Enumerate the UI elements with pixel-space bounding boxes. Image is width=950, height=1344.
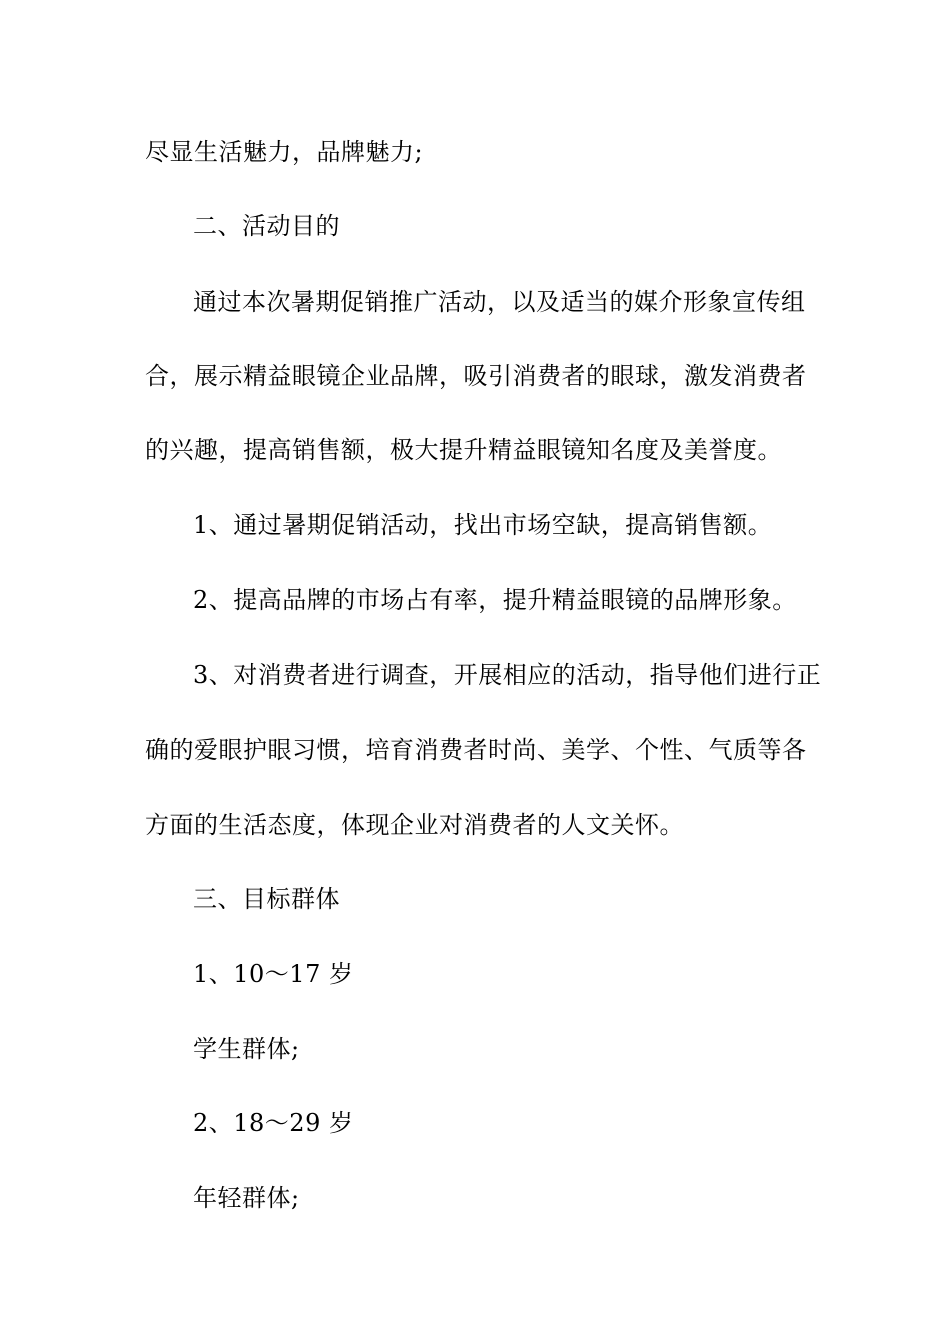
list-item-age-range-2: 2、18～29 岁 bbox=[193, 1109, 354, 1137]
list-item-3: 3、对消费者进行调查，开展相应的活动，指导他们进行正 bbox=[193, 661, 822, 689]
section-heading-activity-goals: 二、活动目的 bbox=[193, 212, 340, 240]
paragraph-line: 尽显生活魅力，品牌魅力; bbox=[145, 138, 424, 166]
paragraph-line: 通过本次暑期促销推广活动，以及适当的媒介形象宣传组 bbox=[193, 288, 806, 316]
group-label-young: 年轻群体; bbox=[193, 1184, 300, 1212]
paragraph-line: 的兴趣，提高销售额，极大提升精益眼镜知名度及美誉度。 bbox=[145, 436, 782, 464]
list-item-2: 2、提高品牌的市场占有率，提升精益眼镜的品牌形象。 bbox=[193, 586, 797, 614]
group-label-students: 学生群体; bbox=[193, 1035, 300, 1063]
list-item-1: 1、通过暑期促销活动，找出市场空缺，提高销售额。 bbox=[193, 511, 773, 539]
paragraph-line: 确的爱眼护眼习惯，培育消费者时尚、美学、个性、气质等各 bbox=[145, 736, 807, 764]
section-heading-target-groups: 三、目标群体 bbox=[193, 885, 340, 913]
paragraph-line: 合，展示精益眼镜企业品牌，吸引消费者的眼球，激发消费者 bbox=[145, 362, 807, 390]
list-item-age-range-1: 1、10～17 岁 bbox=[193, 960, 354, 988]
paragraph-line: 方面的生活态度，体现企业对消费者的人文关怀。 bbox=[145, 811, 684, 839]
